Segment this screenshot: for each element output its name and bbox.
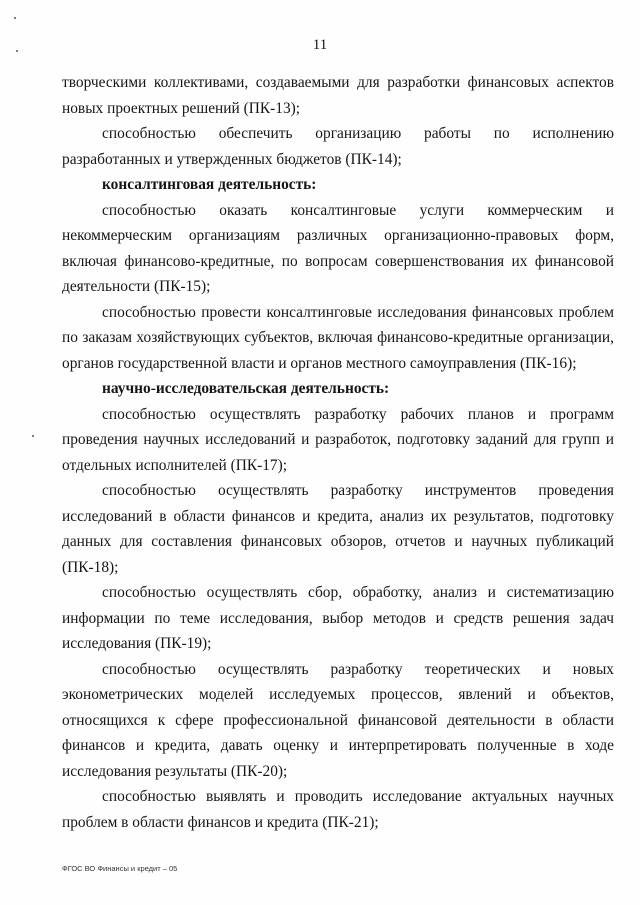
paragraph-pk16: способностью провести консалтинговые исследования финансовых проблем по заказам хозяйствующих субъектов, включая финансово-кредитные организации, органов государственной власти и органов местного самоуправления (ПК-16);	[62, 303, 614, 372]
paragraph-pk13: творческими коллективами, создаваемыми для разработки финансовых аспектов новых проектных решений (ПК-13);	[62, 74, 614, 117]
section-heading-consulting: консалтинговая деятельность:	[102, 176, 317, 193]
paragraph-pk20: способностью осуществлять разработку теоретических и новых эконометрических моделей исследуемых процессов, явлений и объектов, относящихся к сфере профессиональной финансовой деятельности в области финансов и кредита, давать оценку и интерпретировать полученные в ходе исследования результаты (ПК-20);	[62, 660, 614, 780]
section-heading-research: научно-исследовательская деятельность:	[102, 380, 390, 397]
page-footer: ФГОС ВО Финансы и кредит – 05	[62, 864, 178, 873]
paragraph-pk18: способностью осуществлять разработку инструментов проведения исследований в области финансов и кредита, анализ их результатов, подготовку данных для составления финансовых обзоров, отчетов и научных публикаций (ПК-18);	[62, 482, 614, 576]
scan-speck	[14, 17, 16, 19]
paragraph-pk17: способностью осуществлять разработку рабочих планов и программ проведения научных исследований и разработок, подготовку заданий для групп и отдельных исполнителей (ПК-17);	[62, 405, 614, 474]
paragraph-pk19: способностью осуществлять сбор, обработку, анализ и систематизацию информации по теме исследования, выбор методов и средств решения задач исследования (ПК-19);	[62, 584, 614, 652]
paragraph-pk14: способностью обеспечить организацию работы по исполнению разработанных и утвержденных бюджетов (ПК-14);	[62, 125, 614, 168]
paragraph-pk21: способностью выявлять и проводить исследование актуальных научных проблем в области финансов и кредита (ПК-21);	[62, 788, 614, 831]
scan-speck	[32, 435, 34, 437]
page-number: 11	[312, 37, 328, 53]
paragraph-pk15: способностью оказать консалтинговые услуги коммерческим и некоммерческим организациям различных организационно-правовых форм, включая финансово-кредитные, по вопросам совершенствования их финансовой деятельности (ПК-15);	[62, 201, 614, 295]
document-body	[62, 70, 614, 835]
